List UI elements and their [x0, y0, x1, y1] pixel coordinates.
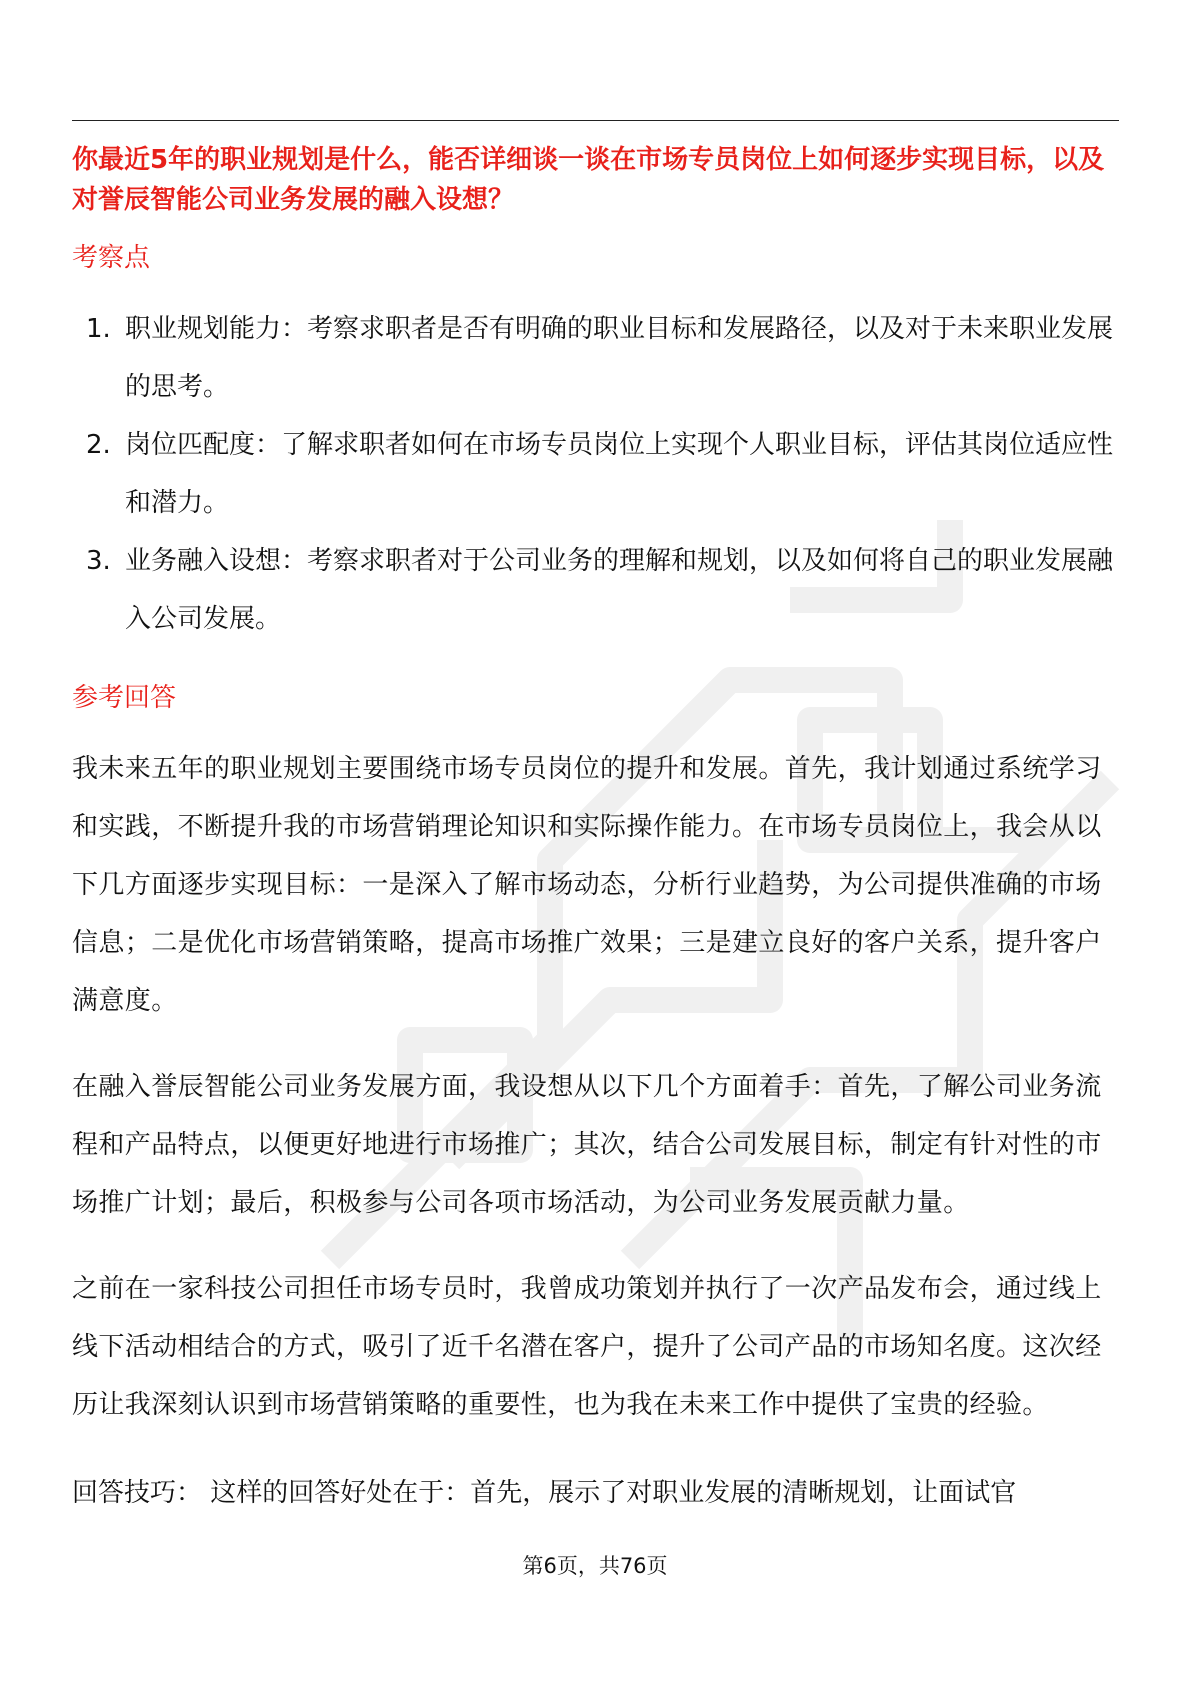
section-heading-reference-answer: 参考回答: [72, 683, 177, 713]
list-item-number: 1.: [86, 314, 111, 344]
page-number: 第6页，共76页: [522, 1554, 668, 1578]
document-body: [72, 140, 1122, 1522]
answer-paragraph: 之前在一家科技公司担任市场专员时，我曾成功策划并执行了一次产品发布会，通过线上线下活动相结合的方式，吸引了近千名潜在客户，提升了公司产品的市场知名度。这次经历让我深刻认识到市场营销策略的重要性，也为我在未来工作中提供了宝贵的经验。: [72, 1274, 1102, 1420]
answer-tip: 回答技巧： 这样的回答好处在于：首先，展示了对职业发展的清晰规划，让面试官: [72, 1478, 1017, 1508]
assessment-points-list: [72, 300, 1122, 648]
list-item-text: 业务融入设想：考察求职者对于公司业务的理解和规划，以及如何将自己的职业发展融入公司发展。: [125, 546, 1114, 634]
list-item-number: 3.: [86, 546, 111, 576]
answer-paragraph: 在融入誉辰智能公司业务发展方面，我设想从以下几个方面着手：首先，了解公司业务流程和产品特点，以便更好地进行市场推广；其次，结合公司发展目标，制定有针对性的市场推广计划；最后，积极参与公司各项市场活动，为公司业务发展贡献力量。: [72, 1072, 1102, 1218]
header-divider: [72, 120, 1119, 121]
list-item-number: 2.: [86, 430, 111, 460]
list-item-text: 职业规划能力：考察求职者是否有明确的职业目标和发展路径，以及对于未来职业发展的思考。: [125, 314, 1114, 402]
list-item-text: 岗位匹配度：了解求职者如何在市场专员岗位上实现个人职业目标，评估其岗位适应性和潜力。: [125, 430, 1114, 518]
list-item: [72, 300, 1122, 416]
interview-question: 你最近5年的职业规划是什么，能否详细谈一谈在市场专员岗位上如何逐步实现目标，以及对誉辰智能公司业务发展的融入设想？: [72, 145, 1105, 215]
list-item: [72, 416, 1122, 532]
answer-paragraph: 我未来五年的职业规划主要围绕市场专员岗位的提升和发展。首先，我计划通过系统学习和实践，不断提升我的市场营销理论知识和实际操作能力。在市场专员岗位上，我会从以下几方面逐步实现目标：一是深入了解市场动态，分析行业趋势，为公司提供准确的市场信息；二是优化市场营销策略，提高市场推广效果；三是建立良好的客户关系，提升客户满意度。: [72, 754, 1102, 1016]
list-item: [72, 532, 1122, 648]
section-heading-assessment-points: 考察点: [72, 243, 151, 273]
